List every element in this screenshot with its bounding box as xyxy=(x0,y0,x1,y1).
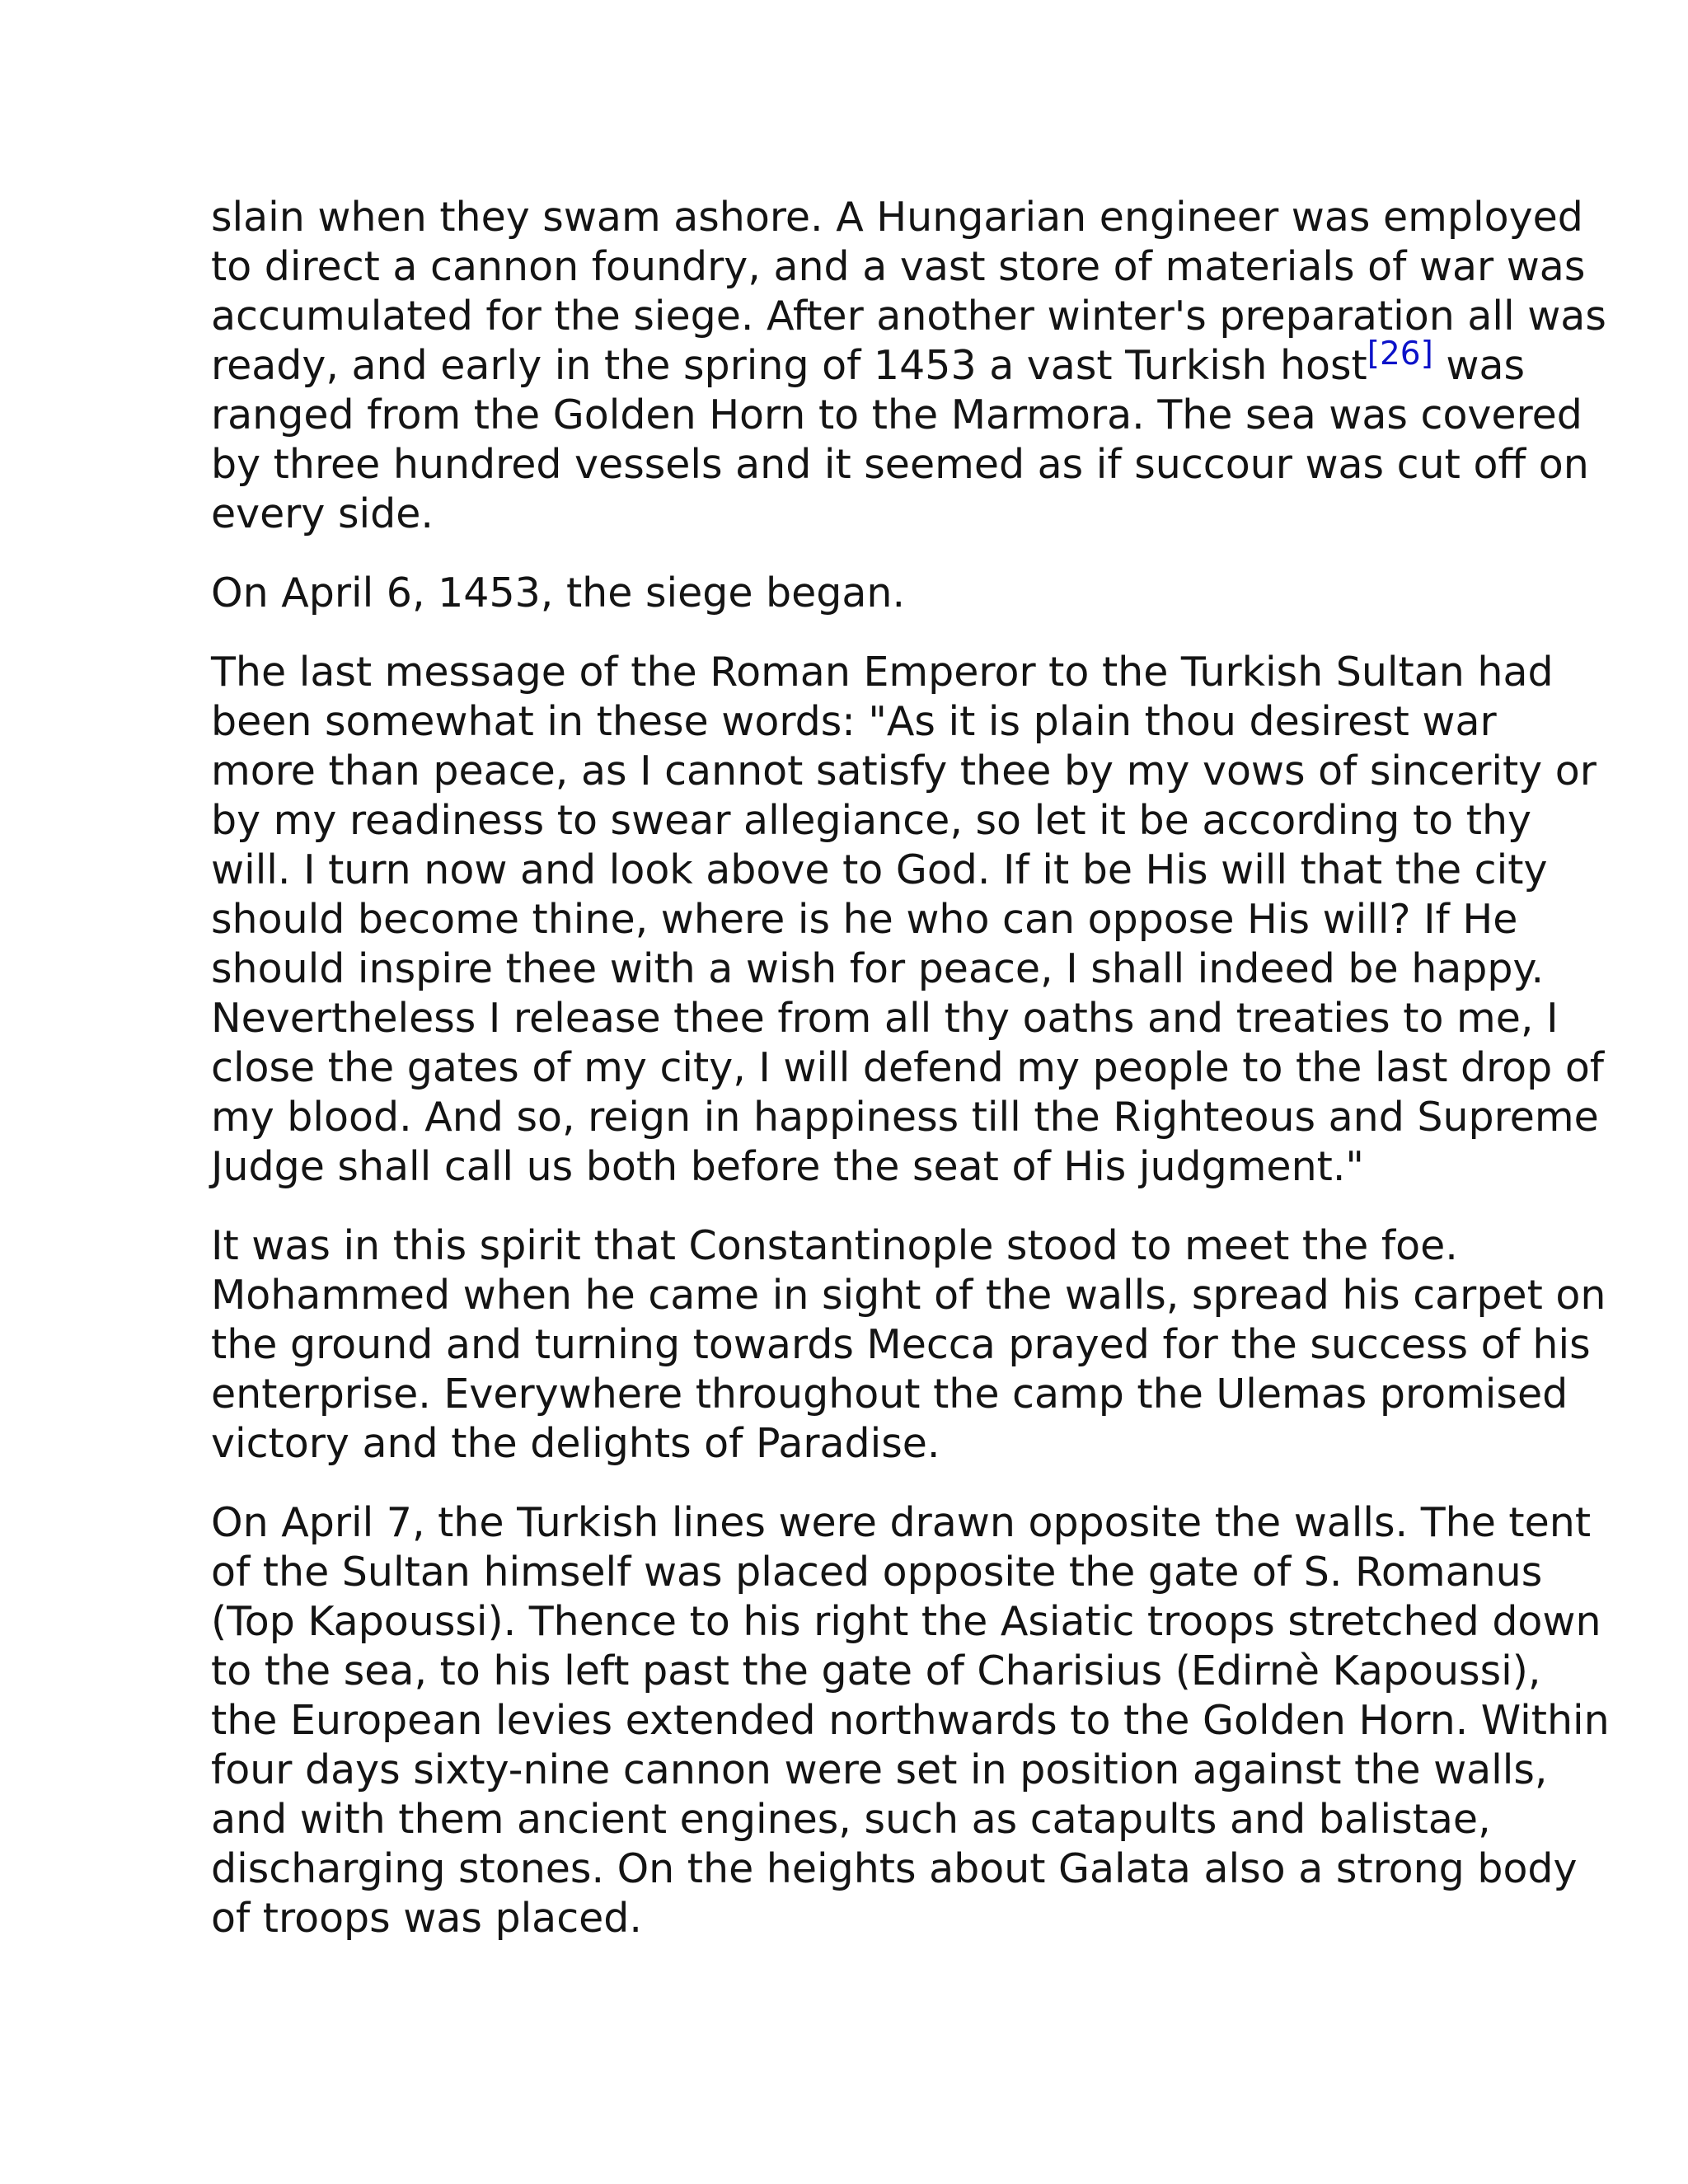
paragraph-spirit xyxy=(211,1221,1606,1469)
text-line: will. I turn now and look above to God. If it be His will that the city xyxy=(211,846,1548,893)
text-line: should inspire thee with a wish for peace, I shall indeed be happy. xyxy=(211,945,1545,992)
text-line: Judge shall call us both before the seat of His judgment." xyxy=(211,1143,1364,1190)
text-line: the European levies extended northwards to the Golden Horn. Within xyxy=(211,1697,1610,1744)
text-line: my blood. And so, reign in happiness till the Righteous and Supreme xyxy=(211,1094,1599,1141)
paragraph-siege-preparation xyxy=(211,193,1606,539)
document-page xyxy=(211,193,1610,1973)
text-line: and with them ancient engines, such as catapults and balistae, xyxy=(211,1796,1491,1843)
text-line: been somewhat in these words: "As it is plain thou desirest war xyxy=(211,698,1497,745)
text-line: by three hundred vessels and it seemed as if succour was cut off on xyxy=(211,441,1589,488)
text-line: of troops was placed. xyxy=(211,1895,642,1942)
text-line: four days sixty-nine cannon were set in position against the walls, xyxy=(211,1746,1548,1793)
text-line: slain when they swam ashore. A Hungarian engineer was employed xyxy=(211,194,1583,241)
text-line: victory and the delights of Paradise. xyxy=(211,1420,940,1467)
text-line: every side. xyxy=(211,490,434,537)
text-line: accumulated for the siege. After another winter's preparation all was xyxy=(211,293,1606,340)
text-line: Mohammed when he came in sight of the walls, spread his carpet on xyxy=(211,1272,1606,1319)
text-line: to direct a cannon foundry, and a vast store of materials of war was xyxy=(211,243,1586,290)
text-line: the ground and turning towards Mecca prayed for the success of his xyxy=(211,1321,1591,1368)
text-line: It was in this spirit that Constantinople stood to meet the foe. xyxy=(211,1222,1458,1269)
text-line: close the gates of my city, I will defend my people to the last drop of xyxy=(211,1044,1605,1091)
text-line: The last message of the Roman Emperor to the Turkish Sultan had xyxy=(211,649,1554,696)
footnote-link-26[interactable]: [26] xyxy=(1367,335,1433,373)
text-line: by my readiness to swear allegiance, so let it be according to thy xyxy=(211,797,1531,844)
paragraph-turkish-lines xyxy=(211,1498,1610,1943)
text-line: of the Sultan himself was placed opposite the gate of S. Romanus xyxy=(211,1549,1543,1596)
text-line: Nevertheless I release thee from all thy oaths and treaties to me, I xyxy=(211,995,1559,1042)
text-line: discharging stones. On the heights about Galata also a strong body xyxy=(211,1845,1578,1892)
paragraph-siege-began xyxy=(211,569,1497,618)
text-segment: was xyxy=(1432,342,1526,389)
text-line: ranged from the Golden Horn to the Marmora. The sea was covered xyxy=(211,391,1582,438)
text-line: to the sea, to his left past the gate of Charisius (Edirnè Kapoussi), xyxy=(211,1647,1541,1694)
text-line: enterprise. Everywhere throughout the camp the Ulemas promised xyxy=(211,1371,1568,1418)
text-line-with-footnote xyxy=(211,335,1526,391)
text-line: On April 6, 1453, the siege began. xyxy=(211,569,906,616)
text-line: On April 7, the Turkish lines were drawn opposite the walls. The tent xyxy=(211,1499,1592,1546)
text-line: (Top Kapoussi). Thence to his right the Asiatic troops stretched down xyxy=(211,1598,1601,1645)
text-segment: ready, and early in the spring of 1453 a vast Turkish host xyxy=(211,342,1367,389)
text-line: more than peace, as I cannot satisfy thee by my vows of sincerity or xyxy=(211,748,1597,794)
paragraph-emperor-message xyxy=(211,648,1605,1192)
text-line: should become thine, where is he who can oppose His will? If He xyxy=(211,896,1518,943)
